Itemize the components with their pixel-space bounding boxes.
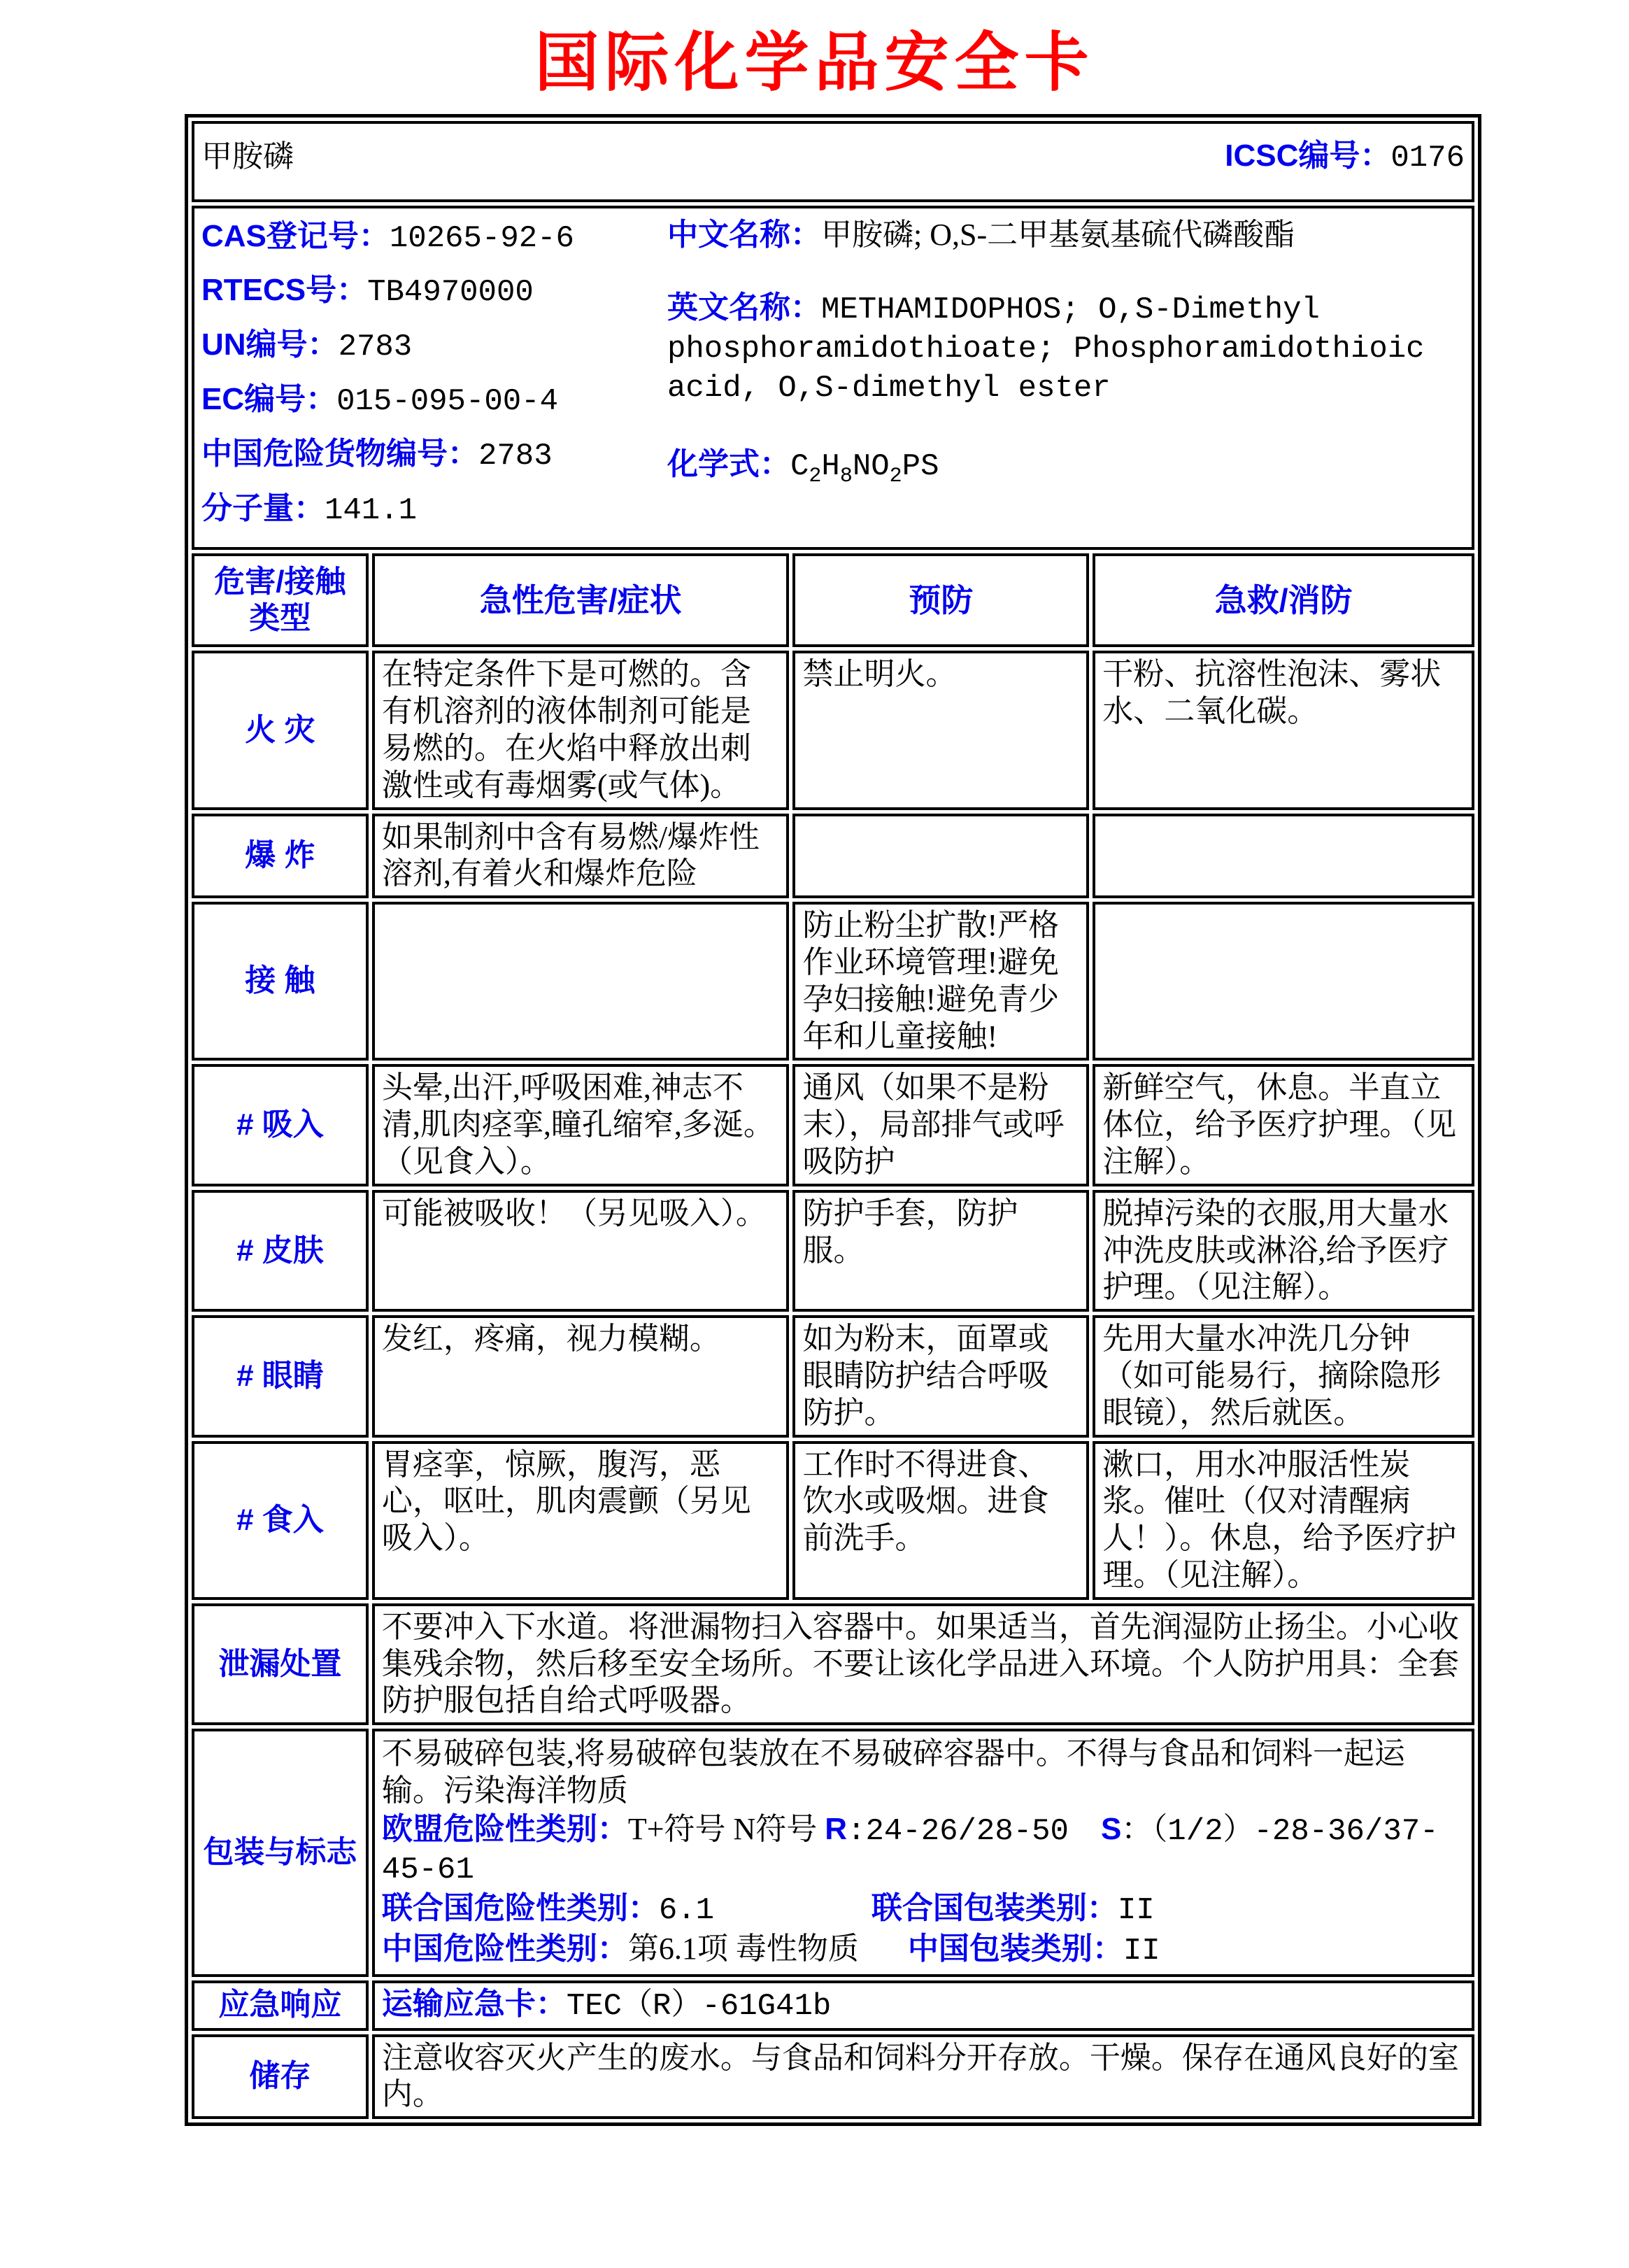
icsc-number-value: 0176 xyxy=(1390,140,1465,176)
english-name-label: 英文名称： xyxy=(667,290,821,325)
exposure-symptoms xyxy=(372,902,790,1061)
chinese-name-line xyxy=(667,217,1465,254)
hazard-row-exposure xyxy=(192,902,1474,1061)
english-name-value: METHAMIDOPHOS; O,S-Dimethyl phosphoramidothioate; Phosphoramidothioic acid, O,S-dimethyl ester xyxy=(667,292,1425,406)
rtecs-number-value: TB4970000 xyxy=(367,275,534,311)
formula-label: 化学式： xyxy=(667,446,790,481)
un-class-label: 联合国危险性类别： xyxy=(381,1891,659,1926)
identifier-list xyxy=(201,211,663,545)
safety-card-table xyxy=(185,114,1481,2127)
packaging-eu-line xyxy=(382,1811,1465,1890)
emergency-cell xyxy=(372,1980,1474,2031)
skin-prevention: 防护手套，防护服。 xyxy=(792,1190,1089,1312)
formula-value: $C_2H_8NO_2PS$ xyxy=(790,448,939,488)
ingestion-response: 漱口，用水冲服活性炭浆。催吐（仅对清醒病人！）。休息，给予医疗护理。（见注解）。 xyxy=(1093,1441,1474,1600)
cas-number-value: 10265-92-6 xyxy=(389,220,574,256)
un-pack-label: 联合国包装类别： xyxy=(871,1891,1118,1926)
fire-prevention: 禁止明火。 xyxy=(792,651,1089,809)
exposure-response xyxy=(1093,902,1474,1061)
row-label-skin: # 皮肤 xyxy=(192,1190,369,1312)
icsc-number-label: ICSC编号： xyxy=(1225,138,1391,173)
s-phrases-value: ：（1/2）-28-36/37-45-61 xyxy=(381,1813,1439,1888)
un-number-line xyxy=(201,327,663,366)
row-label-exposure: 接 触 xyxy=(192,902,369,1061)
name-block xyxy=(663,211,1465,545)
chinese-name-value: 甲胺磷; O,S-二甲基氨基硫代磷酸酯 xyxy=(821,217,1295,252)
mol-weight-value: 141.1 xyxy=(325,492,418,528)
china-dg-number-value: 2783 xyxy=(478,438,553,474)
explosion-symptoms: 如果制剂中含有易燃/爆炸性溶剂,有着火和爆炸危险 xyxy=(372,814,790,899)
fire-response: 干粉、抗溶性泡沫、雾状水、二氧化碳。 xyxy=(1093,651,1474,809)
r-phrases-label: R xyxy=(825,1811,848,1846)
icsc-page xyxy=(0,29,1629,2268)
transport-card-value: TEC（R）-61G41b xyxy=(566,1988,832,2024)
eu-symbols: T+符号 N符号 xyxy=(627,1811,825,1846)
un-class-value: 6.1 xyxy=(658,1893,715,1929)
cn-class-label: 中国危险性类别： xyxy=(381,1932,628,1966)
substance-header-row xyxy=(192,121,1474,202)
row-label-spill: 泄漏处置 xyxy=(192,1603,369,1725)
packaging-line1: 不易破碎包装,将易破碎包装放在不易破碎容器中。不得与食品和饲料一起运输。污染海洋物质 xyxy=(381,1736,1405,1808)
skin-symptoms: 可能被吸收！（另见吸入）。 xyxy=(372,1190,790,1312)
page-title: 国际化学品安全卡 xyxy=(534,27,1095,99)
s-phrases-label: S xyxy=(1100,1811,1122,1846)
storage-text: 注意收容灭火产生的废水。与食品和饲料分开存放。干燥。保存在通风良好的室内。 xyxy=(372,2034,1474,2120)
identification-cell xyxy=(192,206,1474,551)
eyes-prevention: 如为粉末，面罩或眼睛防护结合呼吸防护。 xyxy=(792,1315,1089,1437)
ingestion-symptoms: 胃痉挛，惊厥，腹泻，恶心，呕吐，肌肉震颤（另见吸入）。 xyxy=(372,1441,790,1600)
cn-pack-label: 中国包装类别： xyxy=(907,1932,1123,1966)
row-label-storage: 储存 xyxy=(192,2034,369,2120)
hazard-row-explosion xyxy=(192,814,1474,899)
hazard-row-ingestion xyxy=(192,1441,1474,1600)
packaging-cell xyxy=(372,1729,1474,1977)
rtecs-number-label: RTECS号： xyxy=(201,273,368,308)
cn-pack-value: II xyxy=(1123,1934,1160,1969)
eyes-response: 先用大量水冲洗几分钟（如可能易行，摘除隐形眼镜），然后就医。 xyxy=(1093,1315,1474,1437)
formula-line xyxy=(667,446,1465,489)
row-label-ingestion: # 食入 xyxy=(192,1441,369,1600)
skin-response: 脱掉污染的衣服,用大量水冲洗皮肤或淋浴,给予医疗护理。（见注解）。 xyxy=(1093,1190,1474,1312)
packaging-row xyxy=(192,1729,1474,1977)
transport-card-label: 运输应急卡： xyxy=(381,1986,567,2021)
substance-header-cell xyxy=(192,121,1474,202)
emergency-response-row xyxy=(192,1980,1474,2031)
row-label-fire: 火 灾 xyxy=(192,651,369,809)
cas-number-line xyxy=(201,218,663,257)
un-pack-value: II xyxy=(1117,1893,1155,1929)
packaging-un-line xyxy=(382,1890,1465,1929)
inhalation-prevention: 通风（如果不是粉末），局部排气或呼吸防护 xyxy=(792,1064,1089,1186)
ec-number-label: EC编号： xyxy=(201,381,337,416)
china-dg-number-line xyxy=(201,436,663,475)
fire-symptoms: 在特定条件下是可燃的。含有机溶剂的液体制剂可能是易燃的。在火焰中释放出刺激性或有毒烟雾(或气体)。 xyxy=(372,651,790,809)
inhalation-response: 新鲜空气，休息。半直立体位，给予医疗护理。（见注解）。 xyxy=(1093,1064,1474,1186)
r-phrases-value: :24-26/28-50 xyxy=(847,1813,1069,1849)
hazard-row-inhalation xyxy=(192,1064,1474,1186)
un-number-value: 2783 xyxy=(338,329,413,365)
eu-class-label: 欧盟危险性类别： xyxy=(381,1811,628,1846)
storage-row xyxy=(192,2034,1474,2120)
explosion-prevention xyxy=(792,814,1089,899)
header-first-aid: 急救/消防 xyxy=(1093,553,1474,647)
china-dg-number-label: 中国危险货物编号： xyxy=(201,436,478,471)
english-name-line xyxy=(667,290,1465,406)
spill-text: 不要冲入下水道。将泄漏物扫入容器中。如果适当，首先润湿防止扬尘。小心收集残余物，然后移至安全场所。不要让该化学品进入环境。个人防护用具：全套防护服包括自给式呼吸器。 xyxy=(372,1603,1474,1725)
un-number-label: UN编号： xyxy=(201,327,339,362)
exposure-prevention: 防止粉尘扩散!严格作业环境管理!避免孕妇接触!避免青少年和儿童接触! xyxy=(792,902,1089,1061)
identification-row xyxy=(192,206,1474,551)
substance-name: 甲胺磷 xyxy=(201,139,294,174)
header-prevention: 预防 xyxy=(792,553,1089,647)
ec-number-value: 015-095-00-4 xyxy=(336,383,558,419)
ec-number-line xyxy=(201,381,663,420)
hazard-row-fire xyxy=(192,651,1474,809)
row-label-inhalation: # 吸入 xyxy=(192,1064,369,1186)
row-label-eyes: # 眼睛 xyxy=(192,1315,369,1437)
header-acute-hazards: 急性危害/症状 xyxy=(372,553,790,647)
cas-number-label: CAS登记号： xyxy=(201,218,390,253)
icsc-number-group xyxy=(1225,138,1465,177)
chinese-name-label: 中文名称： xyxy=(667,217,821,252)
eyes-symptoms: 发红，疼痛，视力模糊。 xyxy=(372,1315,790,1437)
packaging-cn-line xyxy=(382,1931,1465,1970)
table-header-row xyxy=(192,553,1474,647)
cn-class-value: 第6.1项 毒性物质 xyxy=(627,1932,859,1966)
header-hazard-type: 危害/接触 类型 xyxy=(192,553,369,647)
mol-weight-label: 分子量： xyxy=(201,490,325,525)
explosion-response xyxy=(1093,814,1474,899)
ingestion-prevention: 工作时不得进食、饮水或吸烟。进食前洗手。 xyxy=(792,1441,1089,1600)
row-label-emergency: 应急响应 xyxy=(192,1980,369,2031)
inhalation-symptoms: 头晕,出汗,呼吸困难,神志不清,肌肉痉挛,瞳孔缩窄,多涎。（见食入）。 xyxy=(372,1064,790,1186)
spill-disposal-row xyxy=(192,1603,1474,1725)
row-label-explosion: 爆 炸 xyxy=(192,814,369,899)
row-label-packaging: 包装与标志 xyxy=(192,1729,369,1977)
mol-weight-line xyxy=(201,490,663,530)
hazard-row-skin xyxy=(192,1190,1474,1312)
hazard-row-eyes xyxy=(192,1315,1474,1437)
rtecs-number-line xyxy=(201,272,663,311)
